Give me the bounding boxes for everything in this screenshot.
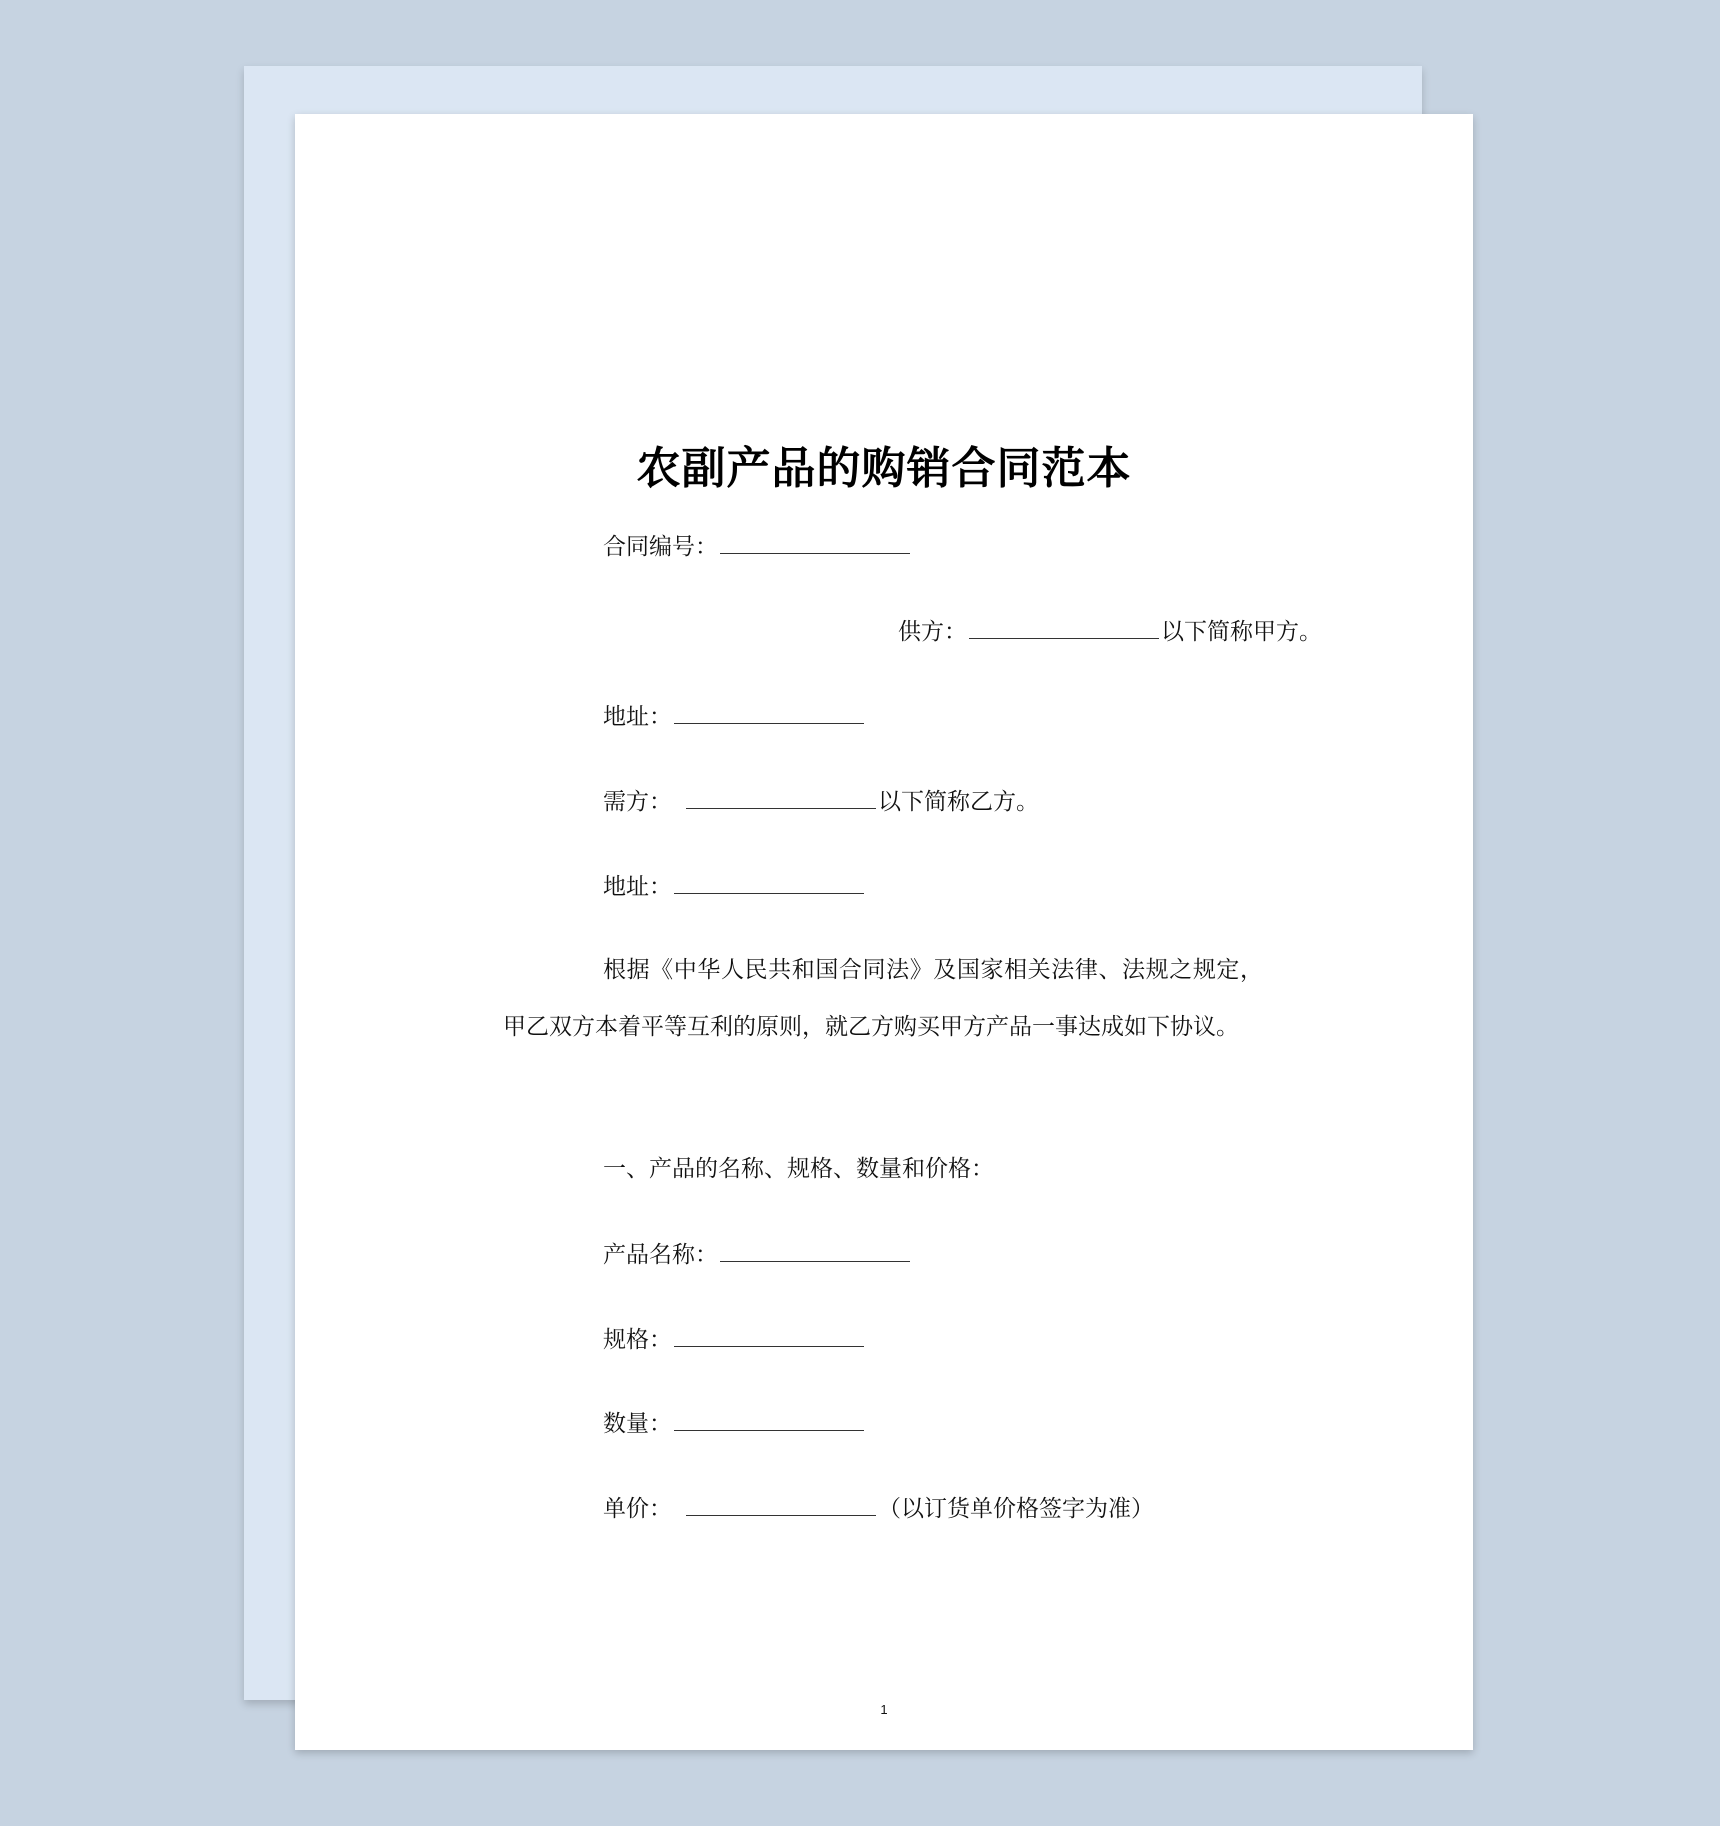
- supplier-address-field: [603, 701, 866, 732]
- buyer-field: [603, 786, 1039, 817]
- supplier-field: [898, 616, 1322, 647]
- label: 单价：: [603, 1496, 672, 1522]
- unit-price-field: [603, 1493, 1154, 1524]
- page-number: 1: [880, 1702, 888, 1717]
- label: 合同编号：: [603, 534, 718, 560]
- label-suffix: 以下简称甲方。: [1161, 619, 1322, 645]
- blank-line[interactable]: [720, 531, 910, 554]
- label: 需方：: [603, 789, 672, 815]
- label: 规格：: [603, 1327, 672, 1353]
- document-title: 农副产品的购销合同范本: [636, 443, 1132, 494]
- label: 数量：: [603, 1411, 672, 1437]
- preamble-paragraph: 根据《中华人民共和国合同法》及国家相关法律、法规之规定，甲乙双方本着平等互利的原则，就乙方购买甲方产品一事达成如下协议。: [503, 957, 1263, 1040]
- blank-line[interactable]: [720, 1239, 910, 1262]
- spec-field: [603, 1324, 866, 1355]
- section-heading: 一、产品的名称、规格、数量和价格：: [603, 1156, 994, 1182]
- label: 供方：: [898, 619, 967, 645]
- blank-line[interactable]: [674, 871, 864, 894]
- note: （以订货单价格签字为准）: [878, 1496, 1154, 1522]
- blank-line[interactable]: [674, 1324, 864, 1347]
- product-name-field: [603, 1239, 912, 1270]
- label: 地址：: [603, 704, 672, 730]
- label-suffix: 以下简称乙方。: [878, 789, 1039, 815]
- buyer-address-field: [603, 871, 866, 902]
- blank-line[interactable]: [686, 1493, 876, 1516]
- contract-number-field: [603, 531, 912, 562]
- label: 地址：: [603, 874, 672, 900]
- blank-line[interactable]: [674, 1408, 864, 1431]
- blank-line[interactable]: [969, 616, 1159, 639]
- blank-line[interactable]: [686, 786, 876, 809]
- blank-line[interactable]: [674, 701, 864, 724]
- quantity-field: [603, 1408, 866, 1439]
- document-page: [295, 114, 1473, 1750]
- label: 产品名称：: [603, 1242, 718, 1268]
